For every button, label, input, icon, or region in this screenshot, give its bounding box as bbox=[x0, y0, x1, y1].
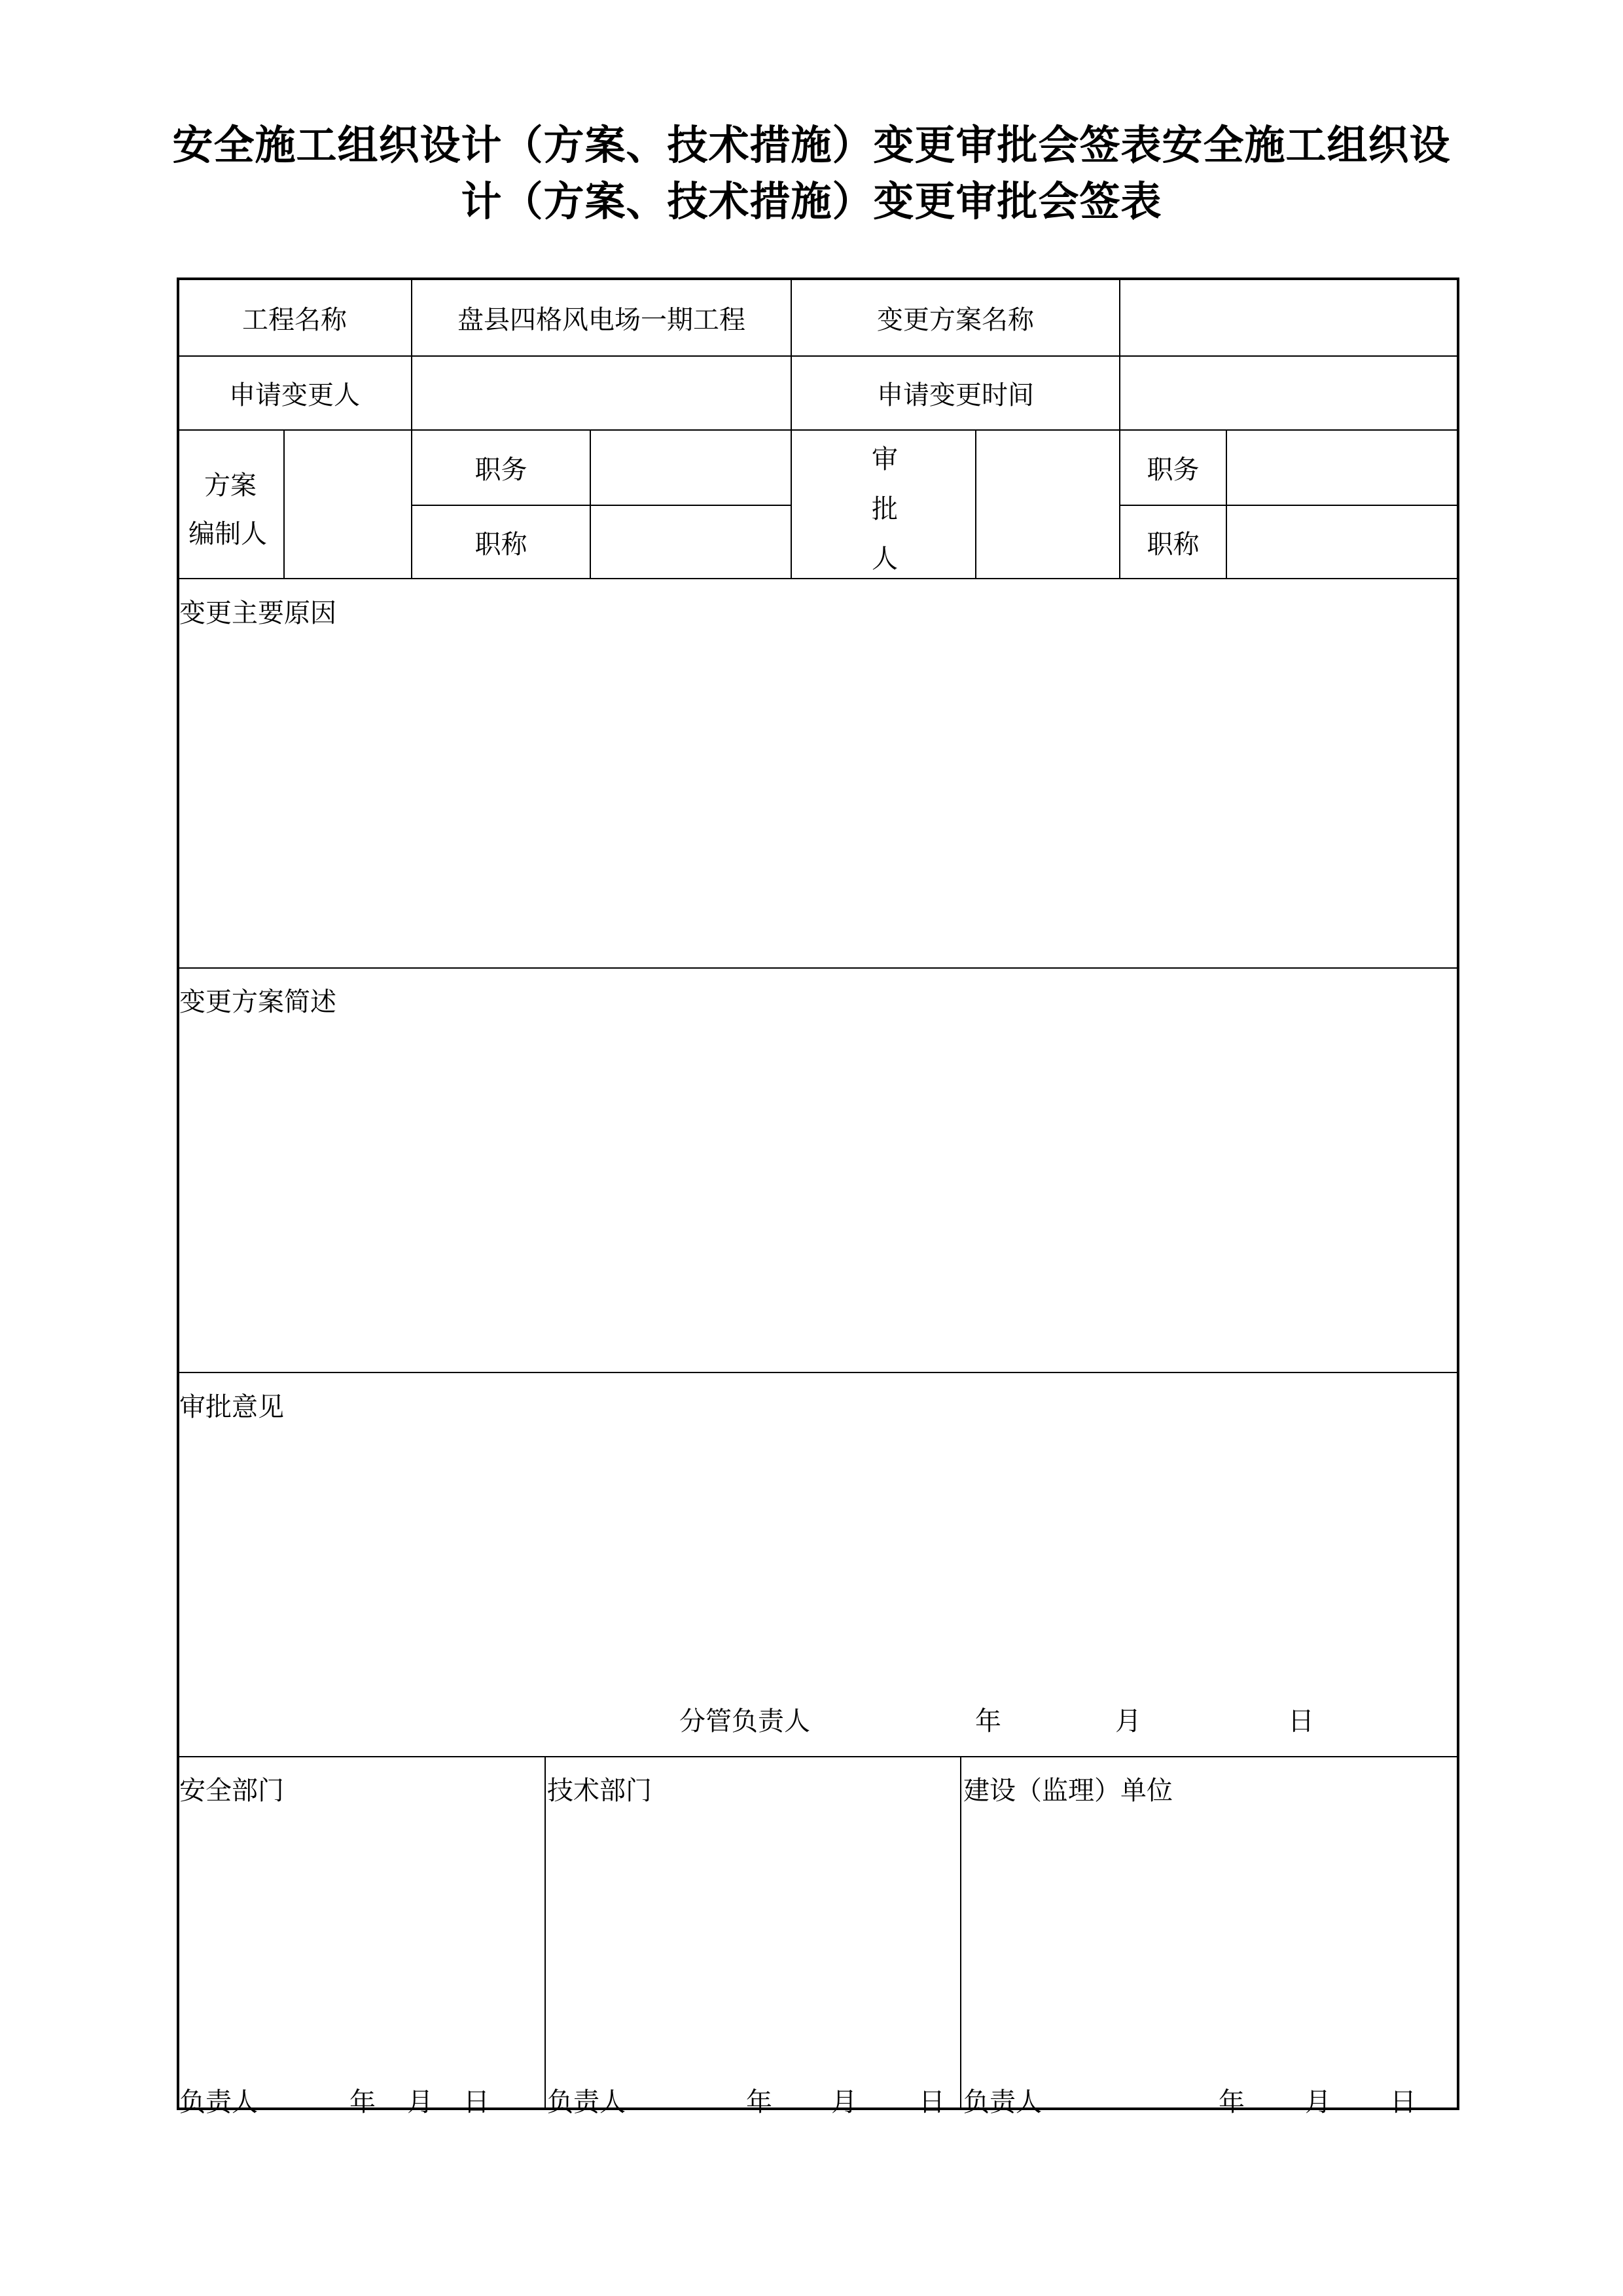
safety-responsible-label: 负责人 bbox=[179, 2087, 258, 2117]
row-divider bbox=[178, 578, 1458, 579]
row-divider bbox=[178, 1372, 1458, 1373]
approver-title-label: 职称 bbox=[1147, 529, 1200, 560]
tech-year-label: 年 bbox=[746, 2087, 772, 2117]
approval-opinion-area[interactable] bbox=[179, 1424, 1455, 1672]
col-divider bbox=[544, 1756, 546, 2109]
apply-time-value[interactable] bbox=[1120, 357, 1457, 429]
document-title-line1: 安全施工组织设计（方案、技术措施）变更审批会签表安全施工组织设 bbox=[172, 121, 1451, 169]
year-label: 年 bbox=[975, 1706, 1001, 1736]
plan-author-label-line2: 编制人 bbox=[188, 519, 267, 549]
approver-title-value[interactable] bbox=[1227, 506, 1457, 578]
plan-summary-label: 变更方案简述 bbox=[179, 987, 336, 1017]
row-divider bbox=[178, 1756, 1458, 1757]
approver-char-1: 审 bbox=[872, 444, 898, 475]
professional-title-label: 职称 bbox=[474, 529, 527, 560]
safety-year-label: 年 bbox=[349, 2087, 376, 2117]
position-label: 职务 bbox=[474, 455, 527, 485]
safety-day-label: 日 bbox=[463, 2087, 490, 2117]
applicant-label: 申请变更人 bbox=[229, 380, 360, 410]
approver-value[interactable] bbox=[976, 431, 1119, 578]
construction-unit-label: 建设（监理）单位 bbox=[963, 1776, 1173, 1806]
plan-author-value[interactable] bbox=[285, 431, 411, 578]
apply-time-label: 申请变更时间 bbox=[877, 380, 1034, 410]
change-plan-name-value[interactable] bbox=[1120, 280, 1457, 355]
change-plan-name-label: 变更方案名称 bbox=[877, 305, 1034, 335]
position-value[interactable] bbox=[591, 431, 791, 505]
safety-dept-label: 安全部门 bbox=[179, 1776, 284, 1806]
professional-title-value[interactable] bbox=[591, 506, 791, 578]
supervisor-label: 分管负责人 bbox=[679, 1706, 810, 1736]
safety-month-label: 月 bbox=[407, 2087, 433, 2117]
approval-opinion-label: 审批意见 bbox=[179, 1392, 284, 1422]
tech-dept-label: 技术部门 bbox=[547, 1776, 652, 1806]
month-label: 月 bbox=[1115, 1706, 1141, 1736]
col-divider bbox=[960, 1756, 961, 2109]
project-name-value[interactable]: 盘县四格风电场一期工程 bbox=[457, 305, 745, 335]
document-title-line2: 计（方案、技术措施）变更审批会签表 bbox=[461, 177, 1162, 225]
project-name-label: 工程名称 bbox=[242, 305, 347, 335]
construction-year-label: 年 bbox=[1219, 2087, 1245, 2117]
main-reason-label: 变更主要原因 bbox=[179, 598, 336, 628]
construction-month-label: 月 bbox=[1305, 2087, 1331, 2117]
plan-author-label-line1: 方案 bbox=[204, 471, 257, 501]
row-divider bbox=[178, 967, 1458, 969]
construction-responsible-label: 负责人 bbox=[963, 2087, 1042, 2117]
plan-summary-area[interactable] bbox=[179, 1018, 1455, 1365]
tech-month-label: 月 bbox=[831, 2087, 857, 2117]
construction-day-label: 日 bbox=[1390, 2087, 1416, 2117]
applicant-value[interactable] bbox=[412, 357, 791, 429]
tech-responsible-label: 负责人 bbox=[547, 2087, 626, 2117]
approver-position-label: 职务 bbox=[1147, 455, 1200, 485]
approver-char-3: 人 bbox=[872, 544, 898, 574]
tech-day-label: 日 bbox=[919, 2087, 945, 2117]
approver-label bbox=[865, 435, 904, 584]
approver-char-2: 批 bbox=[872, 494, 898, 524]
day-label: 日 bbox=[1288, 1706, 1314, 1736]
main-reason-area[interactable] bbox=[179, 628, 1455, 962]
approver-position-value[interactable] bbox=[1227, 431, 1457, 505]
